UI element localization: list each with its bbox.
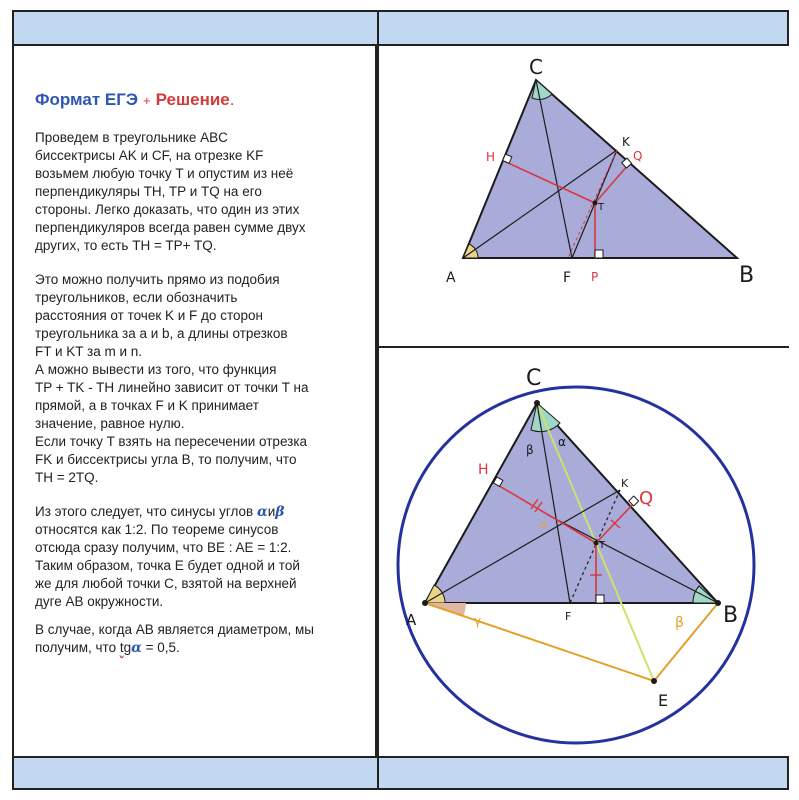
label-top-c: C	[529, 55, 543, 79]
and-word: и	[267, 504, 276, 519]
title-plus: +	[142, 93, 151, 108]
paragraph-2-line: FT и KT за m и n.	[35, 344, 143, 359]
paragraph-2-line: прямой, а в точках F и K принимает	[35, 398, 259, 413]
paragraph-1-line: стороны. Легко доказать, что один из этих	[35, 202, 300, 217]
paragraph-2-line: Если точку T взять на пересечении отрезка	[35, 434, 308, 449]
paragraph-1-line: Проведем в треугольнике ABC	[35, 130, 228, 145]
label-bottom-a: A	[406, 611, 417, 629]
label-bottom-beta-b: β	[675, 615, 684, 631]
label-top-t: T	[598, 202, 605, 213]
label-bottom-c: C	[526, 366, 542, 391]
label-bottom-beta-c: β	[526, 443, 534, 457]
paragraph-2-line: Это можно получить прямо из подобия	[35, 272, 280, 287]
paragraph-1-line: других, то есть TH = TP+ TQ.	[35, 238, 217, 253]
label-bottom-q: Q	[639, 488, 654, 509]
label-top-b: B	[739, 263, 755, 288]
paragraph-3-lead: Из этого следует, что синусы углов	[35, 504, 257, 519]
label-top-h: H	[486, 150, 496, 164]
paragraph-3-line: же для любой точки C, взятой на верхней	[35, 576, 297, 591]
label-bottom-o: o	[540, 518, 547, 531]
paragraph-4-line: В случае, когда AB является диаметром, мы	[35, 622, 314, 637]
paragraph-2-line: треугольников, если обозначить	[35, 290, 238, 305]
alpha-symbol: α	[256, 504, 268, 520]
label-bottom-e: E	[658, 691, 669, 710]
label-bottom-gamma: γ	[474, 614, 482, 628]
paragraph-2-line: треугольника за a и b, а длины отрезков	[35, 326, 288, 341]
paragraph-1-line: возьмем любую точку T и опустим из неё	[35, 166, 294, 181]
label-bottom-h: H	[478, 462, 489, 478]
paragraph-3-line: отсюда сразу получим, что BE : AE = 1:2.	[35, 540, 292, 555]
label-bottom-alpha-c: α	[558, 435, 566, 449]
label-top-a: A	[446, 270, 456, 286]
paragraph-3-line: относятся как 1:2. По теореме синусов	[35, 522, 279, 537]
paragraph-2-line: А можно вывести из того, что функция	[35, 362, 277, 377]
paragraph-4-tail: = 0,5.	[141, 640, 180, 655]
label-bottom-k: K	[621, 477, 629, 490]
title-format: Формат ЕГЭ	[35, 90, 138, 109]
label-top-p: P	[591, 270, 599, 284]
title-solution: Решение	[155, 90, 230, 109]
alpha-symbol: α	[131, 640, 142, 656]
beta-symbol: β	[275, 504, 285, 520]
top-figure-labels	[446, 55, 754, 288]
label-top-q: Q	[633, 149, 643, 163]
paragraph-3-line: Таким образом, точка E будет одной и той	[35, 558, 300, 573]
paragraph-1-line: перпендикуляров всегда равен сумме двух	[35, 220, 306, 235]
title-period: .	[229, 90, 235, 109]
paragraph-2-line: TP + TK - TH линейно зависит от точки T на	[35, 380, 309, 395]
label-bottom-b: B	[723, 603, 739, 628]
paragraph-3-line: дуге AB окружности.	[35, 594, 164, 609]
bottom-figure-labels	[406, 366, 738, 710]
label-bottom-t: T	[599, 540, 606, 551]
paragraph-1-line: биссектрисы AK и CF, на отрезке KF	[35, 148, 264, 163]
paragraph-2-line: значение, равное нулю.	[35, 416, 185, 431]
label-top-k: K	[622, 135, 630, 149]
paragraph-2-line: TH = 2TQ.	[35, 470, 99, 485]
label-bottom-f: F	[565, 610, 572, 623]
paragraph-2-line: расстояния от точек K и F до сторон	[35, 308, 263, 323]
paragraph-2-line: FK и биссектрисы угла B, то получим, что	[35, 452, 297, 467]
paragraph-1-line: перпендикуляры TH, TP и TQ на его	[35, 184, 262, 199]
label-top-f: F	[563, 270, 572, 286]
paragraph-4-lead: получим, что	[35, 640, 120, 655]
tg-symbol: tg	[119, 640, 132, 655]
